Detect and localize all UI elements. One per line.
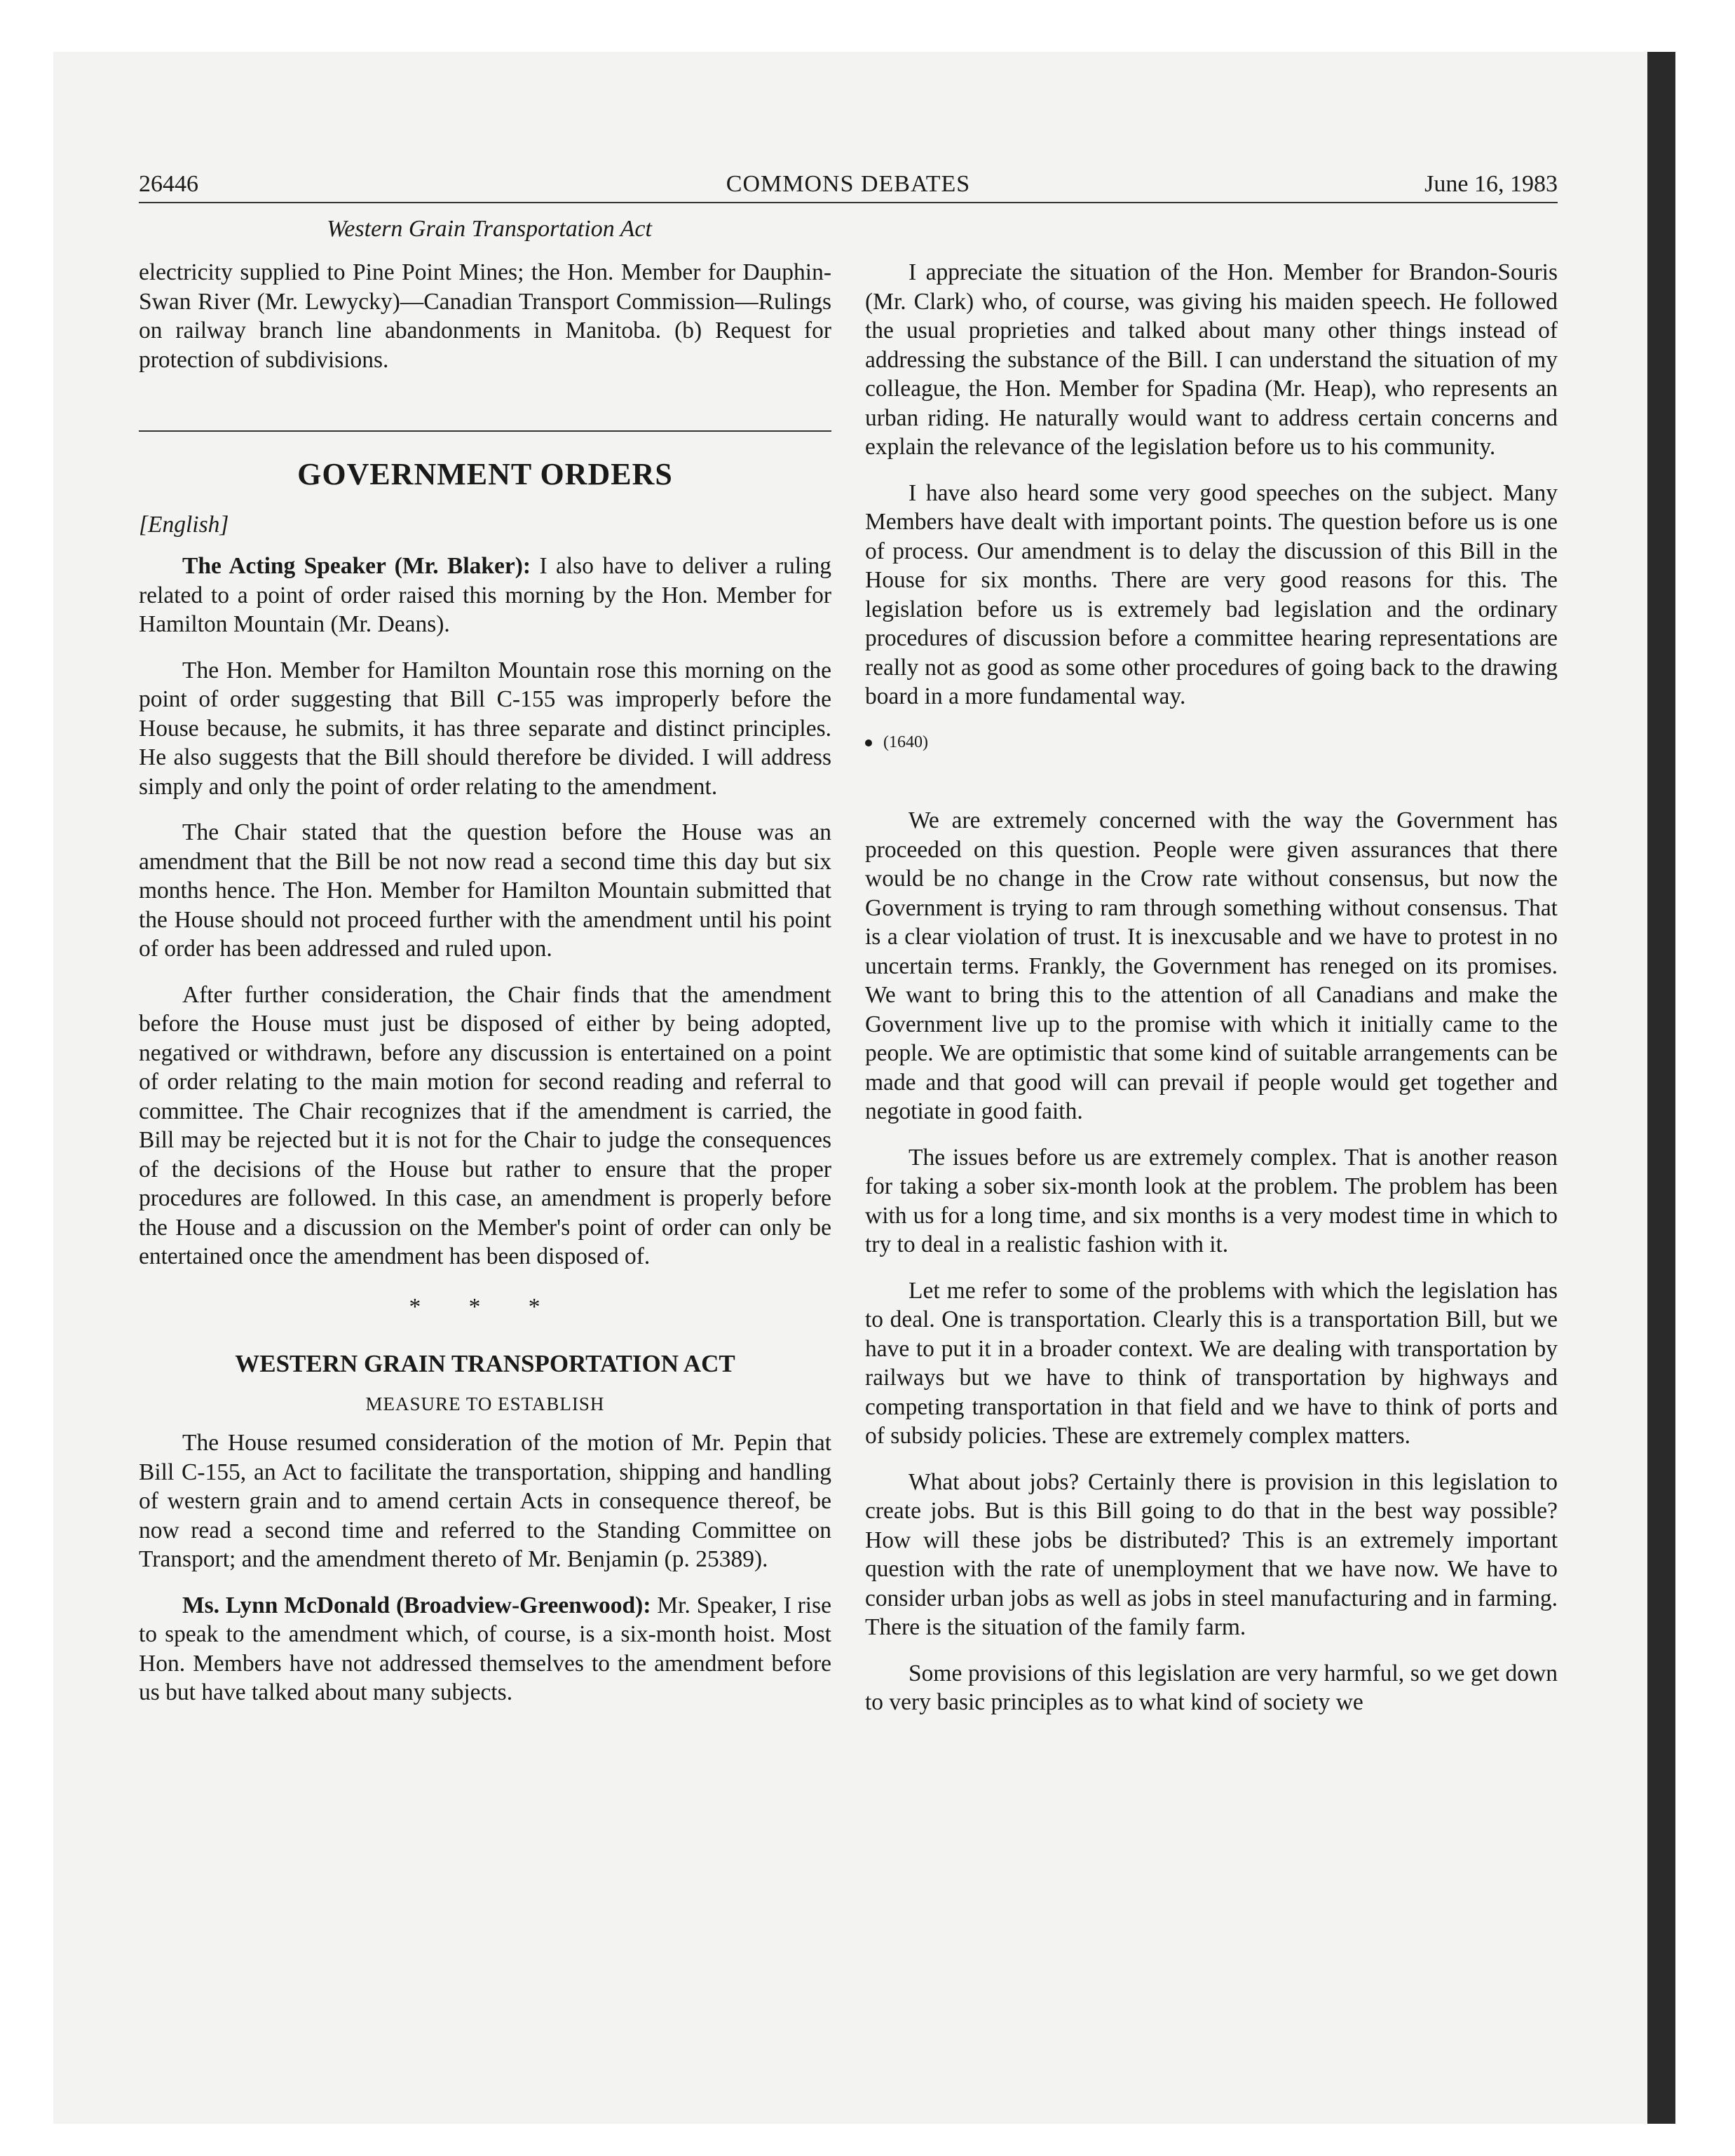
paragraph: We are extremely concerned with the way the Government has proceeded on this question. People were given assurances that there would be no change in the Crow rate without consensus, but now the Government is trying to ram through something without consensus. That is a clear violation of trust. It is inexcusable and we have to protest in no uncertain terms. Frankly, the Government has reneged on its promises. We want to bring this to the attention of all Canadians and make the Government live up to the promise with which it initially came to the people. We are optimistic that some kind of suitable arrangements can be made and that good will can prevail if people would get together and negotiate in good faith.: [865, 807, 1558, 1124]
speaker-name: The Acting Speaker (Mr. Blaker):: [182, 553, 531, 579]
paragraph: The House resumed consideration of the motion of Mr. Pepin that Bill C-155, an Act to facilitate the transportation, shipping and handling of western grain and to amend certain Acts in consequence thereof, be now read a second time and referred to the Standing Committee on Transport; and the amendment thereto of Mr. Benjamin (p. 25389).: [139, 1430, 831, 1572]
paragraph: Some provisions of this legislation are very harmful, so we get down to very basic principles as to what kind of society we: [865, 1660, 1558, 1715]
left-column: [139, 258, 831, 1724]
act-subheading: MEASURE TO ESTABLISH: [365, 1393, 605, 1414]
bullet-icon: [865, 739, 872, 746]
paragraph: The Chair stated that the question before the House was an amendment that the Bill be not now read a second time this day but six months hence. The Hon. Member for Hamilton Mountain submitted that the House should not proceed further with the amendment until his point of order has been addressed and ruled upon.: [139, 819, 831, 962]
issue-date: June 16, 1983: [1424, 171, 1558, 197]
government-orders-heading: GOVERNMENT ORDERS: [297, 457, 673, 491]
paragraph: I appreciate the situation of the Hon. Member for Brandon-Souris (Mr. Clark) who, of course, was giving his maiden speech. He followed the usual proprieties and talked about many other things instead of addressing the substance of the Bill. I can understand the situation of my colleague, the Hon. Member for Spadina (Mr. Heap), who represents an urban riding. He naturally would want to address certain concerns and explain the relevance of the legislation before us to his community.: [865, 259, 1558, 460]
paragraph: The issues before us are extremely complex. That is another reason for taking a sober six-month look at the problem. The problem has been with us for a long time, and six months is a very modest time in which to try to deal in a realistic fashion with it.: [865, 1144, 1558, 1257]
paragraph: electricity supplied to Pine Point Mines; the Hon. Member for Dauphin-Swan River (Mr. Lewycky)—Canadian Transport Commission—Rulings on railway branch line abandonments in Manitoba. (b) Request for protection of subdivisions.: [139, 259, 831, 373]
binding-edge: [1647, 52, 1675, 2124]
journal-title: COMMONS DEBATES: [726, 171, 971, 197]
section-separator: * * *: [409, 1293, 562, 1320]
paragraph: The Hon. Member for Hamilton Mountain rose this morning on the point of order suggesting that Bill C-155 was improperly before the House because, he submits, it has three separate and distinct principles. He also suggests that the Bill should therefore be divided. I will address simply and only the point of order relating to the amendment.: [139, 657, 831, 800]
speaker-name: Ms. Lynn McDonald (Broadview-Greenwood):: [182, 1592, 651, 1618]
act-heading: WESTERN GRAIN TRANSPORTATION ACT: [235, 1350, 735, 1377]
paragraph: After further consideration, the Chair finds that the amendment before the House must just be disposed of either by being adopted, negatived or withdrawn, before any discussion is entertained on a point of order relating to the main motion for second reading and referral to committee. The Chair recognizes that if the amendment is carried, the Bill may be rejected but it is not for the Chair to judge the consequences of the decisions of the House but rather to ensure that the proper procedures are followed. In this case, an amendment is properly before the House and a discussion on the Member's point of order can only be entertained once the amendment has been disposed of.: [139, 981, 831, 1269]
language-tag: [English]: [139, 511, 229, 538]
page-number: 26446: [139, 171, 198, 197]
paragraph: Let me refer to some of the problems with which the legislation has to deal. One is transportation. Clearly this is a transportation Bill, but we have to put it in a broader context. We are dealing with transportation by railways but we have to think of transportation by highways and competing transportation in that field and we have to think of ports and of subsidy policies. These are extremely complex matters.: [865, 1277, 1558, 1449]
timestamp: (1640): [865, 728, 1558, 758]
right-column: [865, 258, 1558, 1734]
divider: [139, 430, 831, 432]
paragraph: I have also heard some very good speeches on the subject. Many Members have dealt with important points. The question before us is one of process. Our amendment is to delay the discussion of this Bill in the House for six months. There are very good reasons for this. The legislation before us is extremely bad legislation and the ordinary procedures of discussion before a committee hearing representations are really not as good as some other procedures of going back to the drawing board in a more fundamental way.: [865, 479, 1558, 709]
paragraph: Ms. Lynn McDonald (Broadview-Greenwood): Mr. Speaker, I rise to speak to the amendment which, of course, is a six-month hoist. Most Hon. Members have not addressed themselves to the amendment before us but have talked about many subjects.: [139, 1592, 831, 1705]
running-header: [139, 167, 1558, 203]
paragraph: The Acting Speaker (Mr. Blaker): I also have to deliver a ruling related to a point of order raised this morning by the Hon. Member for Hamilton Mountain (Mr. Deans).: [139, 553, 832, 637]
section-heading: Western Grain Transportation Act: [327, 216, 652, 242]
paragraph: What about jobs? Certainly there is provision in this legislation to create jobs. But is this Bill going to do that in the best way possible? How will these jobs be distributed? This is an extremely important question with the rate of unemployment that we have now. We have to consider urban jobs as well as jobs in steel manufacturing and in farming. There is the situation of the family farm.: [865, 1468, 1558, 1640]
